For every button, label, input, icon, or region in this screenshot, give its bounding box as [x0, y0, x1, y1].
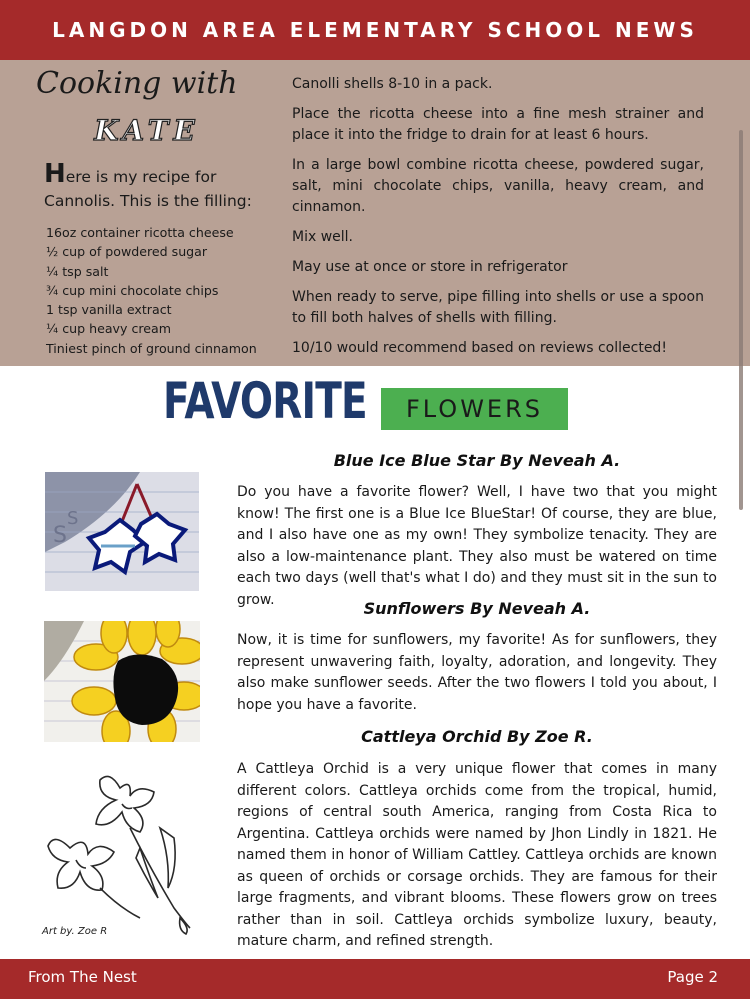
ingredient-item: ½ cup of powdered sugar: [46, 244, 208, 260]
article-title-blue-ice: Blue Ice Blue Star By Neveah A.: [333, 451, 621, 470]
ingredient-list: [46, 223, 282, 358]
page-number: Page 2: [667, 968, 718, 986]
ingredient-item: Tiniest pinch of ground cinnamon: [46, 340, 257, 356]
ingredient-item: ¼ cup heavy cream: [46, 321, 172, 337]
newsletter-footer: [0, 959, 750, 999]
recipe-step: May use at once or store in refrigerator: [292, 259, 568, 275]
recipe-step: Place the ricotta cheese into a fine mesh strainer and place it into the fridge to drain for at least 6 hours.: [292, 106, 704, 143]
svg-text:S: S: [53, 523, 67, 548]
article-title-orchid: Cattleya Orchid By Zoe R.: [361, 727, 593, 746]
favorite-heading: FAVORITE: [163, 372, 367, 430]
recipe-steps: [292, 74, 704, 368]
cooking-with-script-title: Cooking with: [36, 66, 238, 101]
sunflower-drawing: [44, 621, 200, 742]
ingredient-item: 1 tsp vanilla extract: [46, 302, 172, 318]
orchid-drawing: [40, 768, 200, 940]
blue-star-drawing: [45, 472, 199, 591]
ingredient-item: ¼ tsp salt: [46, 263, 109, 279]
article-body-blue-ice: Do you have a favorite flower? Well, I have two that you might know! The first one is a Blue Ice BlueStar! Of course, they are blue, and I also have one as my own! They symbolize tenacity. They are also a low-maintenance plant. They also must be watered on time each two days (well that's what I do) and they must sit in the sun to grow.: [237, 484, 717, 608]
recipe-step: 10/10 would recommend based on reviews collected!: [292, 340, 667, 356]
flowers-badge: FLOWERS: [381, 388, 568, 430]
recipe-step: When ready to serve, pipe filling into shells or use a spoon to fill both halves of shells with filling.: [292, 289, 704, 326]
ingredient-item: ¾ cup mini chocolate chips: [46, 282, 219, 298]
intro-text: ere is my recipe for Cannolis. This is the filling:: [44, 168, 252, 210]
ingredient-item: 16oz container ricotta cheese: [46, 225, 234, 240]
orchid-art-caption: Art by. Zoe R: [42, 926, 108, 937]
recipe-step: Canolli shells 8-10 in a pack.: [292, 76, 493, 92]
article-body-orchid: A Cattleya Orchid is a very unique flower that comes in many different colors. Cattleya orchids come from the tropical, humid, regions of central south America, ranging from Costa Rica to Argentina. Cattleya orchids were named by Jhon Lindly in 1821. He named them in honor of William Cattley. Cattleya orchids are known as queen of orchids or corsage orchids. They are famous for their large fragments, and vibrant blooms. These flowers grow on trees rather than in soil. Cattleya orchids symbolize luxury, beauty, mature charm, and refined strength.: [237, 761, 717, 949]
article-title-sunflowers: Sunflowers By Neveah A.: [363, 599, 591, 618]
recipe-step: In a large bowl combine ricotta cheese, powdered sugar, salt, mini chocolate chips, vanilla, heavy cream, and cinnamon.: [292, 157, 704, 215]
newsletter-header: [0, 0, 750, 60]
intro-drop-cap: H: [44, 159, 66, 189]
footer-publication: From The Nest: [28, 968, 137, 986]
cooking-author-name: KATE: [94, 114, 200, 147]
svg-text:S: S: [67, 508, 79, 529]
scrollbar[interactable]: [739, 130, 743, 510]
recipe-step: Mix well.: [292, 229, 353, 245]
recipe-intro: [44, 159, 260, 213]
article-body-sunflowers: Now, it is time for sunflowers, my favorite! As for sunflowers, they represent unwavering faith, loyalty, adoration, and longevity. They also make sunflower seeds. After the two flowers I told you about, I hope you have a favorite.: [237, 632, 717, 713]
newsletter-title: LANGDON AREA ELEMENTARY SCHOOL NEWS: [52, 18, 698, 42]
